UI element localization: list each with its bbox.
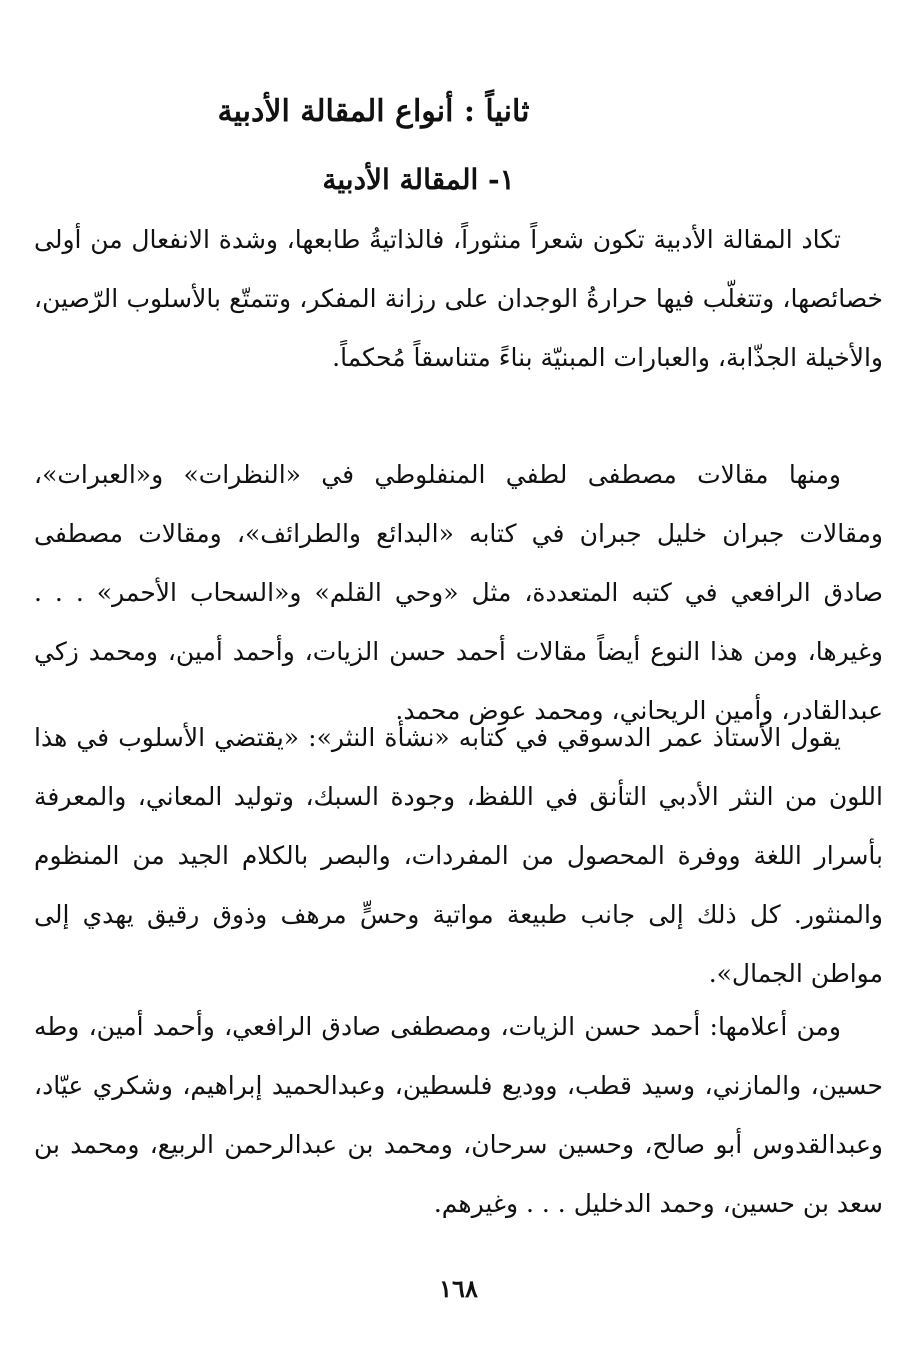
paragraph-text: يقول الأستاذ عمر الدسوقي في كتابه «نشأة النثر»: «يقتضي الأسلوب في هذا اللون من النثر الأدبي التأنق في اللفظ، وجودة السبك، وتوليد المعاني، والمعرفة بأسرار اللغة ووفرة المحصول من المفردات، والبصر بالكلام الجيد من المنظوم والمنثور. كل ذلك إلى جانب طبيعة مواتية وحسٍّ مرهف وذوق رقيق يهدي إلى مواطن الجمال». (34, 723, 883, 988)
paragraph-definition (34, 210, 883, 387)
book-page (34, 0, 883, 1368)
page-number: ١٦٨ (439, 1274, 478, 1303)
section-title: ثانياً : أنواع المقالة الأدبية (217, 94, 530, 129)
paragraph-quote (34, 708, 883, 1003)
paragraph-text: ومنها مقالات مصطفى لطفي المنفلوطي في «النظرات» و«العبرات»، ومقالات جبران خليل جبران في كتابه «البدائع والطرائف»، ومقالات مصطفى صادق الرافعي في كتبه المتعددة، مثل «وحي القلم» و«السحاب الأحمر» . . . وغيرها، ومن هذا النوع أيضاً مقالات أحمد حسن الزيات، وأحمد أمين، ومحمد زكي عبدالقادر، وأمين الريحاني، ومحمد عوض محمد. (34, 460, 883, 725)
paragraph-text: ومن أعلامها: أحمد حسن الزيات، ومصطفى صادق الرافعي، وأحمد أمين، وطه حسين، والمازني، وسيد قطب، ووديع فلسطين، وعبدالحميد إبراهيم، وشكري عيّاد، وعبدالقدوس أبو صالح، وحسين سرحان، ومحمد بن عبدالرحمن الربيع، ومحمد بن سعد بن حسين، وحمد الدخليل . . . وغيرهم. (34, 1012, 883, 1218)
paragraph-text: تكاد المقالة الأدبية تكون شعراً منثوراً، فالذاتيةُ طابعها، وشدة الانفعال من أولى خصائصها، وتتغلّب فيها حرارةُ الوجدان على رزانة المفكر، وتتمتّع بالأسلوب الرّصين، والأخيلة الجذّابة، والعبارات المبنيّة بناءً متناسقاً مُحكماً. (34, 225, 883, 372)
paragraph-notable-writers (34, 997, 883, 1233)
paragraph-examples (34, 445, 883, 740)
subsection-title: ١- المقالة الأدبية (322, 163, 515, 196)
